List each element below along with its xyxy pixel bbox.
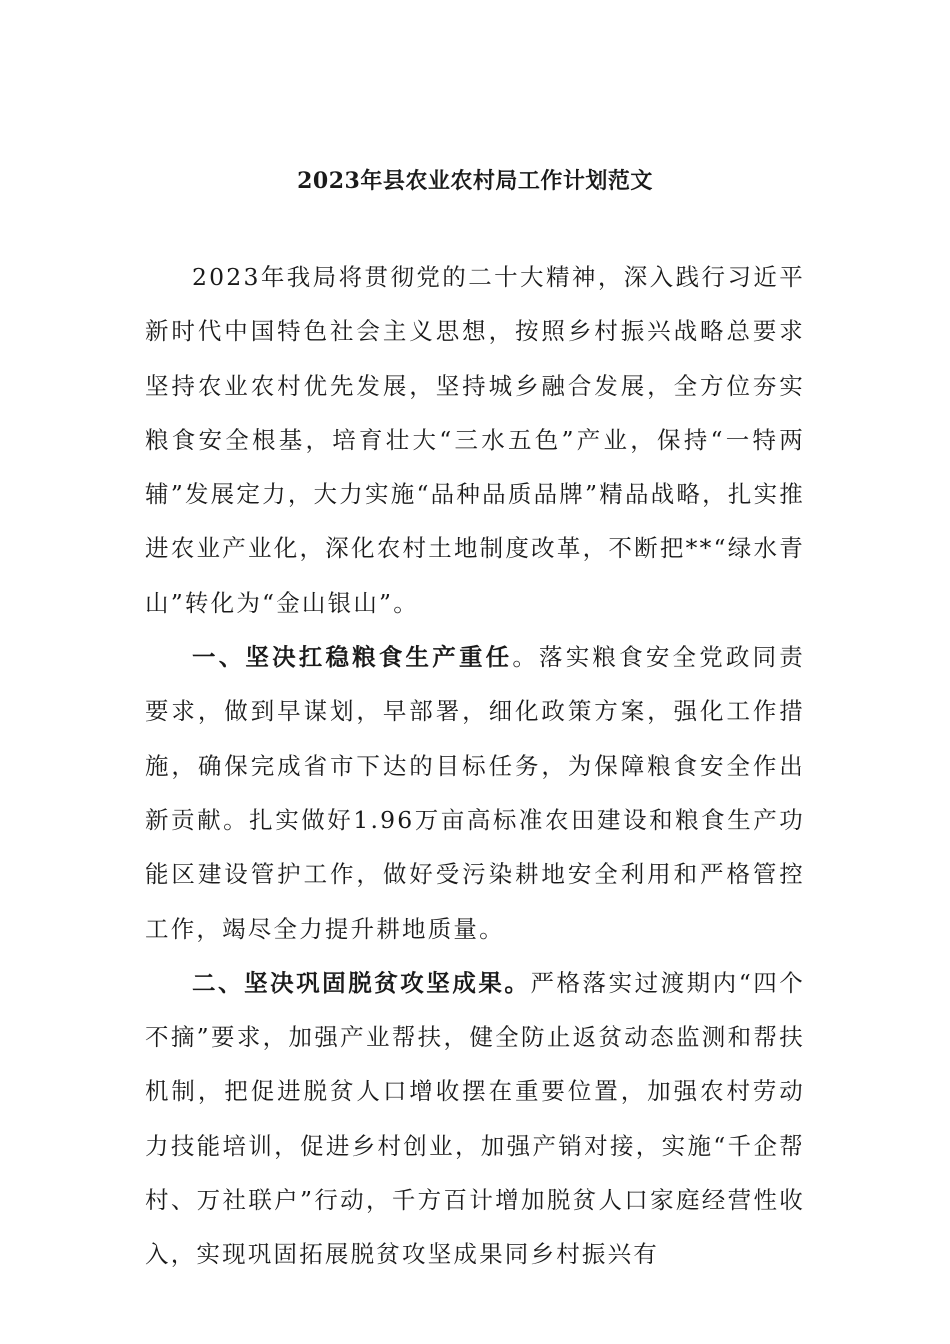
document-title: 2023年县农业农村局工作计划范文 — [297, 168, 653, 194]
paragraph-text: 2023年我局将贯彻党的二十大精神，深入践行习近平新时代中国特色社会主义思想，按照乡村振兴战略总要求坚持农业农村优先发展，坚持城乡融合发展，全方位夯实粮食安全根基，培育壮大“三水五色”产业，保持“一特两辅”发展定力，大力实施“品种品质品牌”精品战略，扎实推进农业产业化，深化农村土地制度改革，不断把**“绿水青山”转化为“金山银山”。 — [145, 263, 805, 617]
paragraph-text: 。落实粮食安全党政同责要求，做到早谋划，早部署，细化政策方案，强化工作措施，确保完成省市下达的目标任务，为保障粮食安全作出新贡献。扎实做好1.96万亩高标准农田建设和粮食生产功能区建设管护工作，做好受污染耕地安全利用和严格管控工作，竭尽全力提升耕地质量。 — [145, 643, 805, 943]
paragraph-section-1 — [145, 630, 805, 956]
paragraph-intro — [145, 250, 805, 630]
paragraph-section-2 — [145, 956, 805, 1282]
section-heading: 一、坚决扛稳粮食生产重任 — [192, 643, 513, 672]
document-body — [145, 250, 805, 1282]
section-heading: 二、坚决巩固脱贫攻坚成果。 — [192, 968, 531, 997]
paragraph-text: 严格落实过渡期内“四个不摘”要求，加强产业帮扶，健全防止返贫动态监测和帮扶机制，把促进脱贫人口增收摆在重要位置，加强农村劳动力技能培训，促进乡村创业，加强产销对接，实施“千企帮村、万社联户”行动，千方百计增加脱贫人口家庭经营性收入，实现巩固拓展脱贫攻坚成果同乡村振兴有 — [145, 968, 805, 1269]
